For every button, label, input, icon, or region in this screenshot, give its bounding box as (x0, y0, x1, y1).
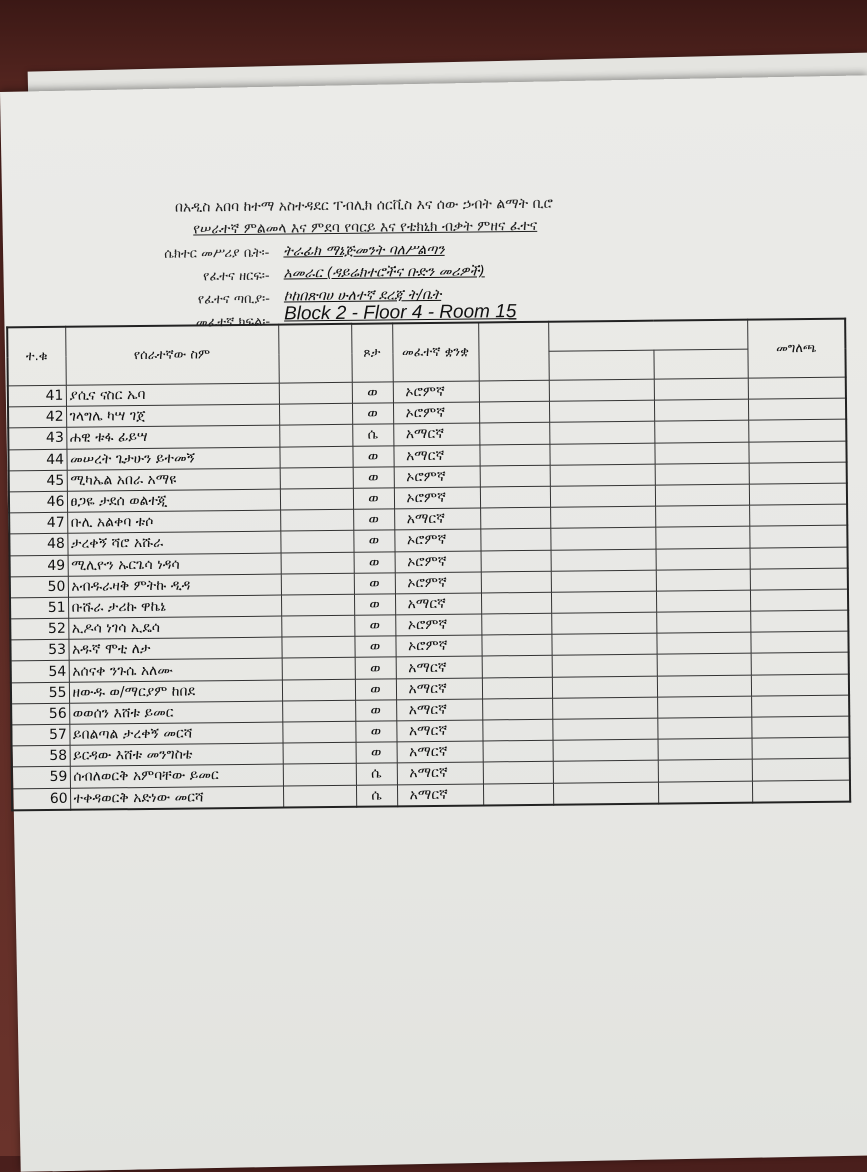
row-blank (279, 382, 352, 404)
row-lang: አማርኛ (394, 508, 480, 530)
row-name: ይበልጣል ታረቀኝ መርሻ (69, 722, 282, 745)
row-sex: ወ (355, 657, 396, 679)
row-name: ቡሹራ ታሪኩ ዋኬኔ (68, 595, 281, 618)
row-remark (749, 525, 847, 547)
row-name: ቡሊ አልቀባ ቱሶ (67, 510, 280, 533)
row-empty-1 (479, 401, 549, 423)
row-name: አዱኛ ሞቲ ለታ (68, 637, 281, 660)
row-lang: ኦሮምኛ (393, 381, 479, 403)
row-lang: አማርኛ (396, 720, 482, 742)
row-blank (281, 573, 354, 595)
row-blank (280, 509, 353, 531)
row-empty-2 (551, 633, 656, 655)
row-empty-2 (549, 400, 654, 422)
row-empty-3 (657, 696, 751, 718)
row-blank (282, 679, 355, 701)
row-remark (750, 547, 848, 569)
row-lang: አማርኛ (393, 423, 479, 445)
row-empty-3 (654, 399, 748, 421)
row-remark (752, 758, 850, 780)
row-sex: ወ (355, 678, 396, 700)
row-lang: ኦሮምኛ (395, 572, 481, 594)
row-sex: ወ (353, 488, 394, 510)
row-name: መሠረት ጌታሁን ይተመኝ (66, 447, 279, 470)
row-empty-1 (480, 465, 550, 487)
row-remark (752, 737, 850, 759)
row-empty-2 (550, 485, 655, 507)
row-empty-2 (551, 570, 656, 592)
row-empty-3 (654, 378, 748, 400)
row-empty-3 (657, 675, 751, 697)
col-subheader-a (548, 350, 653, 380)
row-number: 54 (11, 661, 69, 683)
row-sex: ሴ (352, 424, 393, 446)
row-blank (283, 742, 356, 764)
row-empty-3 (655, 484, 749, 506)
row-sex: ወ (354, 594, 395, 616)
row-empty-1 (482, 677, 552, 699)
row-remark (749, 462, 847, 484)
row-empty-1 (482, 698, 552, 720)
row-empty-2 (551, 612, 656, 634)
col-subheader-b (653, 349, 747, 379)
row-empty-3 (656, 611, 750, 633)
row-empty-1 (481, 550, 551, 572)
row-number: 45 (9, 470, 67, 492)
row-empty-2 (550, 464, 655, 486)
row-remark (748, 441, 846, 463)
row-empty-3 (656, 548, 750, 570)
row-sex: ወ (352, 445, 393, 467)
row-name: ሰብለወርቅ አምባቸው ይመር (70, 764, 283, 787)
row-empty-2 (549, 379, 654, 401)
row-blank (280, 531, 353, 553)
row-lang: አማርኛ (396, 678, 482, 700)
row-lang: ኦሮምኛ (394, 487, 480, 509)
row-empty-1 (480, 486, 550, 508)
row-number: 42 (8, 406, 66, 428)
row-name: ፀጋዬ ታደሰ ወልተጂ (67, 489, 280, 512)
row-lang: አማርኛ (397, 784, 483, 807)
row-empty-1 (483, 740, 553, 762)
row-number: 53 (10, 640, 68, 662)
row-empty-2 (552, 697, 657, 719)
row-remark (749, 504, 847, 526)
row-empty-1 (481, 613, 551, 635)
row-empty-3 (658, 781, 752, 804)
row-blank (280, 488, 353, 510)
row-number: 60 (12, 788, 70, 810)
row-empty-2 (549, 443, 654, 465)
row-empty-3 (656, 632, 750, 654)
row-empty-2 (553, 739, 658, 761)
row-remark (751, 674, 849, 696)
row-empty-2 (551, 549, 656, 571)
row-empty-1 (480, 507, 550, 529)
row-lang: ኦሮምኛ (394, 529, 480, 551)
row-sex: ወ (352, 382, 393, 404)
row-name: ያሲና ናስር ኤባ (66, 383, 279, 406)
field-label-sector: ሴክተር መሥሪያ ቤት፡- (164, 245, 270, 262)
row-empty-3 (657, 654, 751, 676)
field-value-station: ኮከበጽባሀ ሁለተኛ ደረጃ ት/ቤት (283, 286, 442, 305)
col-header-remark: መግለጫ (747, 319, 846, 379)
col-header-group (548, 320, 747, 352)
row-name: ይርዳው እሸቱ መንግስቴ (70, 743, 283, 766)
row-empty-3 (654, 442, 748, 464)
row-name: አብዱራዛቅ ምትኩ ዲዳ (68, 574, 281, 597)
row-remark (751, 695, 849, 717)
row-name: አሰናቀ ንጉሴ አለሙ (69, 658, 282, 681)
row-empty-2 (550, 506, 655, 528)
row-remark (752, 780, 850, 803)
row-name: ሐዊ ቱፋ ፊይሣ (66, 425, 279, 448)
row-number: 55 (11, 682, 69, 704)
row-number: 50 (10, 576, 68, 598)
col-header-empty-1 (478, 322, 549, 381)
row-number: 47 (9, 512, 67, 534)
row-number: 52 (10, 618, 68, 640)
row-blank (281, 594, 354, 616)
row-empty-1 (479, 380, 549, 402)
field-label-category: የፈተና ዘርፍ፡- (203, 268, 270, 285)
row-number: 56 (11, 703, 69, 725)
row-lang: ኦሮምኛ (395, 614, 481, 636)
row-sex: ወ (354, 615, 395, 637)
row-empty-2 (552, 676, 657, 698)
row-lang: ኦሮምኛ (394, 466, 480, 488)
row-empty-3 (655, 463, 749, 485)
col-header-no: ተ.ቁ (7, 327, 66, 386)
row-lang: አማርኛ (396, 699, 482, 721)
row-empty-1 (482, 656, 552, 678)
row-blank (279, 425, 352, 447)
row-blank (281, 615, 354, 637)
field-value-room: Block 2 - Floor 4 - Room 15 (283, 301, 517, 325)
header-line-2: የሠራተኛ ምልመላ እና ምደባ የባርይ እና የቴክኒክ ብቃት ምዘና ፈተና (193, 217, 538, 238)
row-lang: አማርኛ (393, 445, 479, 467)
row-empty-2 (552, 718, 657, 740)
header-line-1: በአዲስ አበባ ከተማ አስተዳደር ፐብሊክ ሰርቪስ እና ሰው ኃብት ልማት ቢሮ (174, 195, 553, 216)
col-header-lang: መፈተኛ ቋንቋ (392, 322, 479, 381)
row-sex: ወ (355, 721, 396, 743)
row-remark (748, 398, 846, 420)
row-sex: ሴ (356, 784, 397, 806)
row-empty-3 (656, 590, 750, 612)
row-empty-3 (657, 717, 751, 739)
row-remark (749, 483, 847, 505)
row-name: ገላግሌ ካሣ ገጀ (66, 404, 279, 427)
row-empty-2 (550, 527, 655, 549)
row-empty-3 (655, 505, 749, 527)
row-empty-2 (552, 655, 657, 677)
row-name: ሚሊዮን ኡርጌሳ ነዳሳ (68, 553, 281, 576)
row-remark (750, 568, 848, 590)
row-empty-1 (481, 592, 551, 614)
row-remark (748, 377, 846, 399)
row-number: 58 (12, 745, 70, 767)
roster-table (6, 318, 851, 812)
row-empty-1 (481, 571, 551, 593)
col-header-blank (278, 324, 352, 383)
row-remark (751, 716, 849, 738)
row-lang: አማርኛ (397, 741, 483, 763)
row-blank (282, 721, 355, 743)
row-name: ዘውዱ ወ/ማርያም ከበደ (69, 680, 282, 703)
row-name: ኢዶሳ ነገሳ ኢዴሳ (68, 616, 281, 639)
row-lang: አማርኛ (397, 762, 483, 784)
row-blank (280, 467, 353, 489)
row-number: 57 (11, 724, 69, 746)
row-blank (282, 658, 355, 680)
row-empty-3 (658, 738, 752, 760)
col-header-sex: ጾታ (351, 323, 393, 382)
row-number: 41 (8, 385, 66, 407)
row-number: 44 (8, 449, 66, 471)
row-name: ሚካኤል አበራ አማዩ (67, 468, 280, 491)
field-value-sector: ትራፊክ ማኔጅመንት ባለሥልጣን (283, 241, 445, 260)
row-sex: ወ (353, 530, 394, 552)
row-empty-3 (656, 569, 750, 591)
row-sex: ወ (352, 403, 393, 425)
row-blank (279, 403, 352, 425)
field-value-category: አመራር (ዳይሬክተሮችና ቡድን መሪዎች) (283, 263, 485, 282)
row-sex: ወ (354, 551, 395, 573)
row-empty-2 (553, 761, 658, 783)
row-remark (751, 653, 849, 675)
row-empty-1 (479, 423, 549, 445)
field-label-room: መፈተኛ ክፍል፡- (195, 314, 271, 331)
row-number: 59 (12, 767, 70, 789)
row-blank (281, 552, 354, 574)
row-empty-2 (549, 422, 654, 444)
row-empty-3 (654, 421, 748, 443)
row-empty-1 (479, 444, 549, 466)
row-blank (282, 700, 355, 722)
row-lang: አማርኛ (395, 593, 481, 615)
row-lang: ኦሮምኛ (395, 635, 481, 657)
row-name: ተቀዳወርቅ አድነው መርሻ (70, 786, 283, 810)
row-empty-2 (551, 591, 656, 613)
row-empty-1 (483, 762, 553, 784)
col-header-name: የሰራተኛው ስም (65, 325, 279, 386)
row-name: ወወሰን እሸቱ ይመር (69, 701, 282, 724)
row-empty-3 (658, 760, 752, 782)
row-sex: ወ (353, 509, 394, 531)
row-sex: ወ (354, 573, 395, 595)
row-lang: ኦሮምኛ (393, 402, 479, 424)
row-empty-1 (481, 634, 551, 656)
row-empty-2 (553, 782, 658, 805)
row-number: 43 (8, 428, 66, 450)
field-label-station: የፈተና ጣቢያ፡- (197, 291, 270, 308)
row-sex: ወ (353, 467, 394, 489)
row-remark (750, 589, 848, 611)
row-lang: አማርኛ (396, 656, 482, 678)
row-empty-3 (655, 526, 749, 548)
row-sex: ወ (355, 700, 396, 722)
row-remark (750, 610, 848, 632)
row-lang: ኦሮምኛ (395, 550, 481, 572)
row-blank (281, 637, 354, 659)
row-number: 51 (10, 597, 68, 619)
row-remark (750, 631, 848, 653)
row-sex: ወ (356, 742, 397, 764)
row-sex: ሴ (356, 763, 397, 785)
row-empty-1 (482, 719, 552, 741)
row-blank (283, 764, 356, 786)
row-empty-1 (480, 529, 550, 551)
row-number: 48 (9, 534, 67, 556)
row-blank (283, 785, 356, 807)
row-number: 49 (10, 555, 68, 577)
row-number: 46 (9, 491, 67, 513)
row-name: ታረቀኝ ሻሮ አሹራ (67, 531, 280, 554)
row-empty-1 (483, 783, 553, 805)
row-blank (279, 446, 352, 468)
row-remark (748, 420, 846, 442)
row-sex: ወ (354, 636, 395, 658)
